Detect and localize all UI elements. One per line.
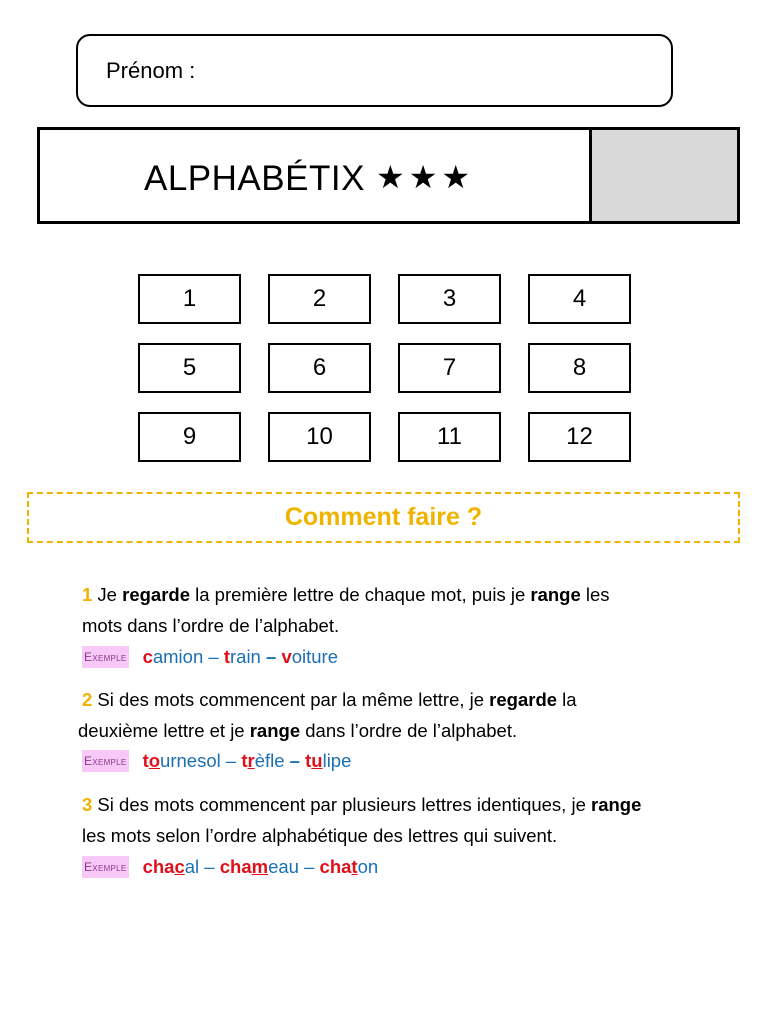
step-2-example: Exemple t o urnesol – t r èfle – t u lipe	[84, 750, 352, 771]
level-box-7[interactable]: 7	[398, 343, 501, 393]
how-to-title: Comment faire ?	[284, 503, 483, 531]
step-1-line-1: 1 Je regarde la première lettre de chaque mot, puis je range les	[82, 584, 610, 605]
level-box-1[interactable]: 1	[138, 274, 241, 324]
level-box-11[interactable]: 11	[398, 412, 501, 462]
page-title: ALPHABÉTIX	[144, 159, 365, 198]
first-name-label: Prénom :	[106, 58, 196, 83]
how-to-header	[27, 492, 740, 543]
title-banner	[37, 127, 740, 224]
step-2-line-1: 2 Si des mots commencent par la même lettre, je regarde la	[82, 689, 577, 710]
step-2-line-2: deuxième lettre et je range dans l’ordre de l’alphabet.	[78, 720, 518, 741]
score-box	[589, 130, 737, 221]
level-box-3[interactable]: 3	[398, 274, 501, 324]
level-box-12[interactable]: 12	[528, 412, 631, 462]
first-name-field[interactable]	[76, 34, 673, 107]
level-box-2[interactable]: 2	[268, 274, 371, 324]
level-box-8[interactable]: 8	[528, 343, 631, 393]
example-tag: Exemple	[82, 750, 129, 772]
step-number: 2	[82, 689, 93, 710]
example-tag: Exemple	[82, 856, 129, 878]
step-3-example: Exemple cha c al – cha m eau – cha t on	[84, 856, 379, 877]
title-area	[40, 130, 589, 221]
level-box-5[interactable]: 5	[138, 343, 241, 393]
step-3-line-1: 3 Si des mots commencent par plusieurs lettres identiques, je range	[82, 794, 642, 815]
step-number: 3	[82, 794, 93, 815]
level-box-10[interactable]: 10	[268, 412, 371, 462]
difficulty-stars-icon: ★★★	[376, 159, 475, 195]
level-box-4[interactable]: 4	[528, 274, 631, 324]
step-3-line-2: les mots selon l’ordre alphabétique des lettres qui suivent.	[82, 825, 558, 846]
level-box-9[interactable]: 9	[138, 412, 241, 462]
step-1-example: Exemple c amion – t rain – v oiture	[84, 646, 339, 667]
level-grid	[138, 274, 631, 462]
step-1-line-2: mots dans l’ordre de l’alphabet.	[82, 615, 340, 636]
example-tag: Exemple	[82, 646, 129, 668]
level-box-6[interactable]: 6	[268, 343, 371, 393]
step-number: 1	[82, 584, 93, 605]
